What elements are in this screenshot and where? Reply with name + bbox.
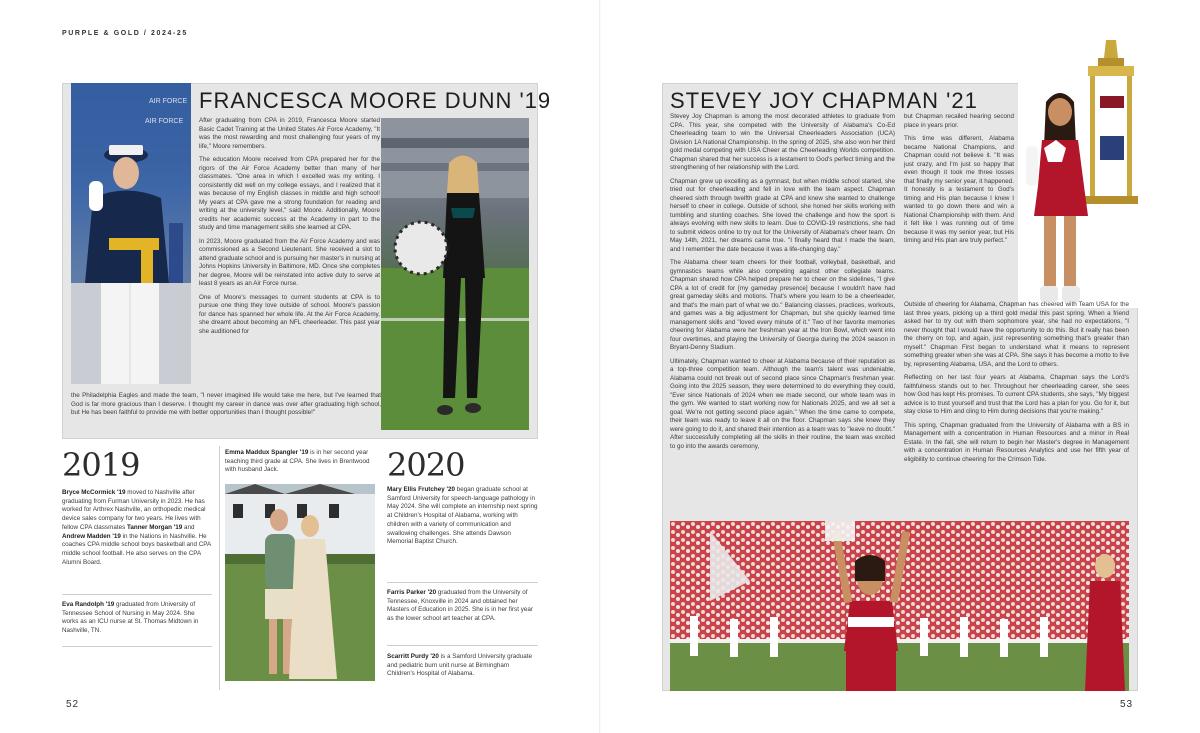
stadium-illustration [670, 521, 1129, 691]
class-note-spangler [225, 449, 375, 475]
note-text: moved to Nashville after graduating from Furman University in 2023. He has worked for Arthrex Nashville, an orthopedic medical device sales company for two years. He lives with fellow CPA classmates [62, 489, 206, 531]
note-text: is a Samford University graduate and pediatric burn unit nurse at Birmingham Children's Hospital of Alabama. [387, 653, 533, 678]
year-heading-2020: 2020 [387, 446, 465, 484]
svg-text:AIR FORCE: AIR FORCE [149, 98, 188, 105]
chapman-paragraph: This spring, Chapman graduated from the University of Alabama with a BS in Management with a concentration in Human Resources and a minor in Real Estate. In the fall, she will return to begin her Master's degree in Management with a concentration in Human Resources Analytics and use her fifth year of eligibility to continue cheering for the Crimson Tide. [904, 421, 1129, 463]
cheerleader-illustration [381, 118, 529, 430]
publication-header: PURPLE & GOLD / 2024-25 [62, 30, 188, 37]
page-number-left: 52 [66, 699, 80, 710]
divider [62, 646, 212, 647]
moore-paragraph: The education Moore received from CPA prepared her for the rigors of the Air Force Academy better than many of her classmates. "One area in which I excelled was my writing. I consistently did well on my college essays, and I realized that it was because of my English classes in middle and high school! My years at CPA gave me a strong foundation for reading and writing at the university level," said Moore. Additionally, Moore credits her academic success at the Academy in part to the study and time management skills she learned at CPA. [199, 156, 380, 231]
note-text: is in her second year teaching third grade at CPA. She lives in Brentwood with husband Jack. [225, 449, 370, 474]
divider [387, 645, 538, 646]
alumni-name: Bryce McCormick '19 [62, 489, 126, 496]
chapman-paragraph: Reflecting on her last four years at Alabama, Chapman says the Lord's faithfulness stands out to her. Throughout her cheerleading career, she sees how God has kept His promises. To current CPA students, she says, "My biggest advice is to trust yourself and trust that the Lord has a plan for you. Go for it, but stay close to Him and cling to Him during decisions that you're making." [904, 374, 1129, 415]
trophy-cheerleader-illustration [1018, 36, 1138, 308]
chapman-paragraph: Chapman grew up excelling as a gymnast, but when middle school started, she tried out for cheerleading and fell in love with the team aspect. Chapman cheered sixth through twelfth grade at CPA and knew she wanted to challenge herself to cheer in college. Outside of school, she honed her skills working with tumbling and stunting coaches. She loved the challenge and how the sport is always evolving with new skills to learn. Due to COVID-19 restrictions, she had to submit videos online to try out for the University of Alabama's cheer team. On May 14th, 2021, her dreams came true. "I finally heard that I made the team, and I remember the date because it was a life-changing day." [670, 177, 895, 253]
spangler-couple-photo [225, 484, 375, 681]
chapman-gameday-photo [670, 521, 1129, 691]
class-note-randolph [62, 601, 212, 636]
moore-closing: the Philadelphia Eagles and made the team, "I never imagined life would take me here, but I've learned that God is far more gracious than I deserve. I thought my career in dance was over after graduating high school, but He has been faithful to provide me with better opportunities than I thought possible!" [71, 392, 381, 416]
chapman-trophy-photo [1018, 36, 1138, 308]
moore-eagles-photo [381, 118, 529, 430]
alumni-name: Tanner Morgan '19 [126, 523, 183, 531]
class-note-mccormick [62, 489, 212, 567]
moore-paragraph: One of Moore's messages to current students at CPA is to pursue one thing they love outside of school. Moore's passion for dance has spanned her whole life. At the Air Force Academy, she dreamt about becoming an NFL cheerleader. This past year she auditioned for [199, 293, 380, 335]
note-text: began graduate school at Samford University for speech-language pathology in May 2024. She will complete an internship next spring at Children's Hospital of Alabama, working with children with a variety of communication and swallowing challenges. She attends Dawson Memorial Baptist Church. [387, 486, 538, 546]
chapman-paragraph: Outside of cheering for Alabama, Chapman has cheered with Team USA for the last three years, picking up a third gold medal this past spring. When a friend asked her to try out with them sophomore year, she had no expectations, "I never thought that I would have the opportunity to do this. But it really has been the cherry on top, and again, just representing something that's greater than myself." Chapman First began to understand what it means to represent something greater when she was at CPA. She says it has become a motto to live by, representing Alabama, USA, and the Lord to others. [904, 301, 1129, 368]
alumni-name: Eva Randolph '19 [62, 601, 115, 608]
svg-text:AIR FORCE: AIR FORCE [145, 118, 184, 125]
class-note-purdy [387, 653, 538, 679]
chapman-paragraph: but Chapman recalled hearing second place in years prior. [904, 113, 1014, 129]
chapman-column-2 [904, 113, 1014, 251]
alumni-name: Scarritt Purdy '20 [387, 653, 439, 660]
chapman-paragraph: This time was different, Alabama became National Champions, and Chapman could not believe it. "It was just crazy, and I'm just so happy that even though it took me three losses that finally my senior year, it happened. It honestly is a testament to God's timing and His plan because I knew I wanted to go down there and win a National Championship with them. And it felt like I was running out of time because it was my senior year, but His timing and His plan are truly perfect." [904, 135, 1014, 244]
couple-illustration [225, 484, 375, 681]
note-text: in the Nations in Nashville. He coaches CPA middle school boys basketball and CPA middle school football. He also serves on the CPA Alumni Board. [62, 532, 211, 566]
alumni-name: Andrew Madden '19 [62, 532, 121, 540]
class-note-parker [387, 589, 538, 624]
class-note-frutchey [387, 486, 538, 547]
moore-body [199, 117, 380, 341]
moore-name-title: FRANCESCA MOORE DUNN '19 [199, 88, 552, 113]
chapman-column-1 [670, 113, 895, 456]
note-text: graduated from University of Tennessee School of Nursing in May 2024. She works as an ICU nurse at St. Thomas Midtown in Nashville, TN. [62, 601, 199, 635]
divider-vertical [219, 446, 220, 690]
alumni-name: Farris Parker '20 [387, 589, 437, 596]
note-text: and [182, 523, 195, 531]
chapman-name-title: STEVEY JOY CHAPMAN '21 [670, 88, 978, 113]
moore-paragraph: After graduating from CPA in 2019, Francesca Moore started Basic Cadet Training at the United States Air Force Academy, "It was the most rewarding and most challenging four years of my life," Moore remembers. [199, 117, 380, 150]
chapman-wide-body [904, 301, 1129, 469]
alumni-name: Mary Ellis Frutchey '20 [387, 486, 455, 493]
moore-cadet-photo [71, 83, 191, 384]
page-spine [599, 0, 601, 733]
chapman-paragraph: Stevey Joy Chapman is among the most decorated athletes to graduate from CPA. This year, she competed with the University of Alabama's Co-Ed Cheerleading team to win the Universal Cheerleaders Association (UCA) Division 1A National Championship. In the spring of 2025, she also won her third gold medal competing with USA Cheer at the Cheerleading Worlds competition. Chapman shared that her success is a testament to God's perfect timing and the strengthening of her relationship with the Lord. [670, 113, 895, 171]
year-heading-2019: 2019 [62, 446, 140, 484]
page-number-right: 53 [1120, 699, 1134, 710]
note-text: graduated from the University of Tennessee, Knoxville in 2024 and obtained her Masters of Education in 2025. She is in her first year as the lower school art teacher at CPA. [387, 589, 533, 623]
chapman-paragraph: Ultimately, Chapman wanted to cheer at Alabama because of their reputation as a top-three competition team. Although the team's talent was undeniable, Alabama could not break out of second place since Chapman's freshman year. Going into the 2025 season, they were determined to do everything they could, "Ever since Nationals of 2024 when we made second, our whole team was in the gym. We wanted to start working now for Nationals 2025, and we all set a goal. We're not getting second place again." When the time came to compete, their team was ready to leave it all on the floor. Chapman says she knew they were going to do it, and shared their intention as a team was to "leave no doubt." After successfully completing all the skills in their routine, the team was excited to go into the awards ceremony, [670, 357, 895, 450]
divider [387, 582, 538, 583]
moore-paragraph: In 2023, Moore graduated from the Air Force Academy and was commissioned as a Second Lieutenant. She received a slot to attend graduate school and is pursuing her master's in nursing at Johns Hopkins University in Baltimore, MD. Once she completes her degree, Moore will be reinstated into active duty to serve at least 8 years as an Air Force nurse. [199, 237, 380, 287]
divider [62, 594, 212, 595]
chapman-paragraph: The Alabama cheer team cheers for their football, volleyball, basketball, and gymnastics teams while also competing against other collegiate teams. Chapman shared how CPA helped prepare her to cheer on the sidelines, "I give CPA a lot of credit for [my gameday presence] because I wouldn't have had great gameday skills and motions. That's where you learn to be a cheerleader, and that's the main part of what we do." Balancing classes, practices, workouts, and games was a big adjustment for Chapman, but she quickly learned time management skills and "loved every minute of it." Two of her favorite memories cheering for Alabama were her freshman year at the Iron Bowl, which went into four overtimes, and playing the University of Georgia during the 2024 season in Bryant-Denny Stadium. [670, 259, 895, 351]
cadet-illustration [71, 83, 191, 384]
alumni-name: Emma Maddux Spangler '19 [225, 449, 309, 456]
